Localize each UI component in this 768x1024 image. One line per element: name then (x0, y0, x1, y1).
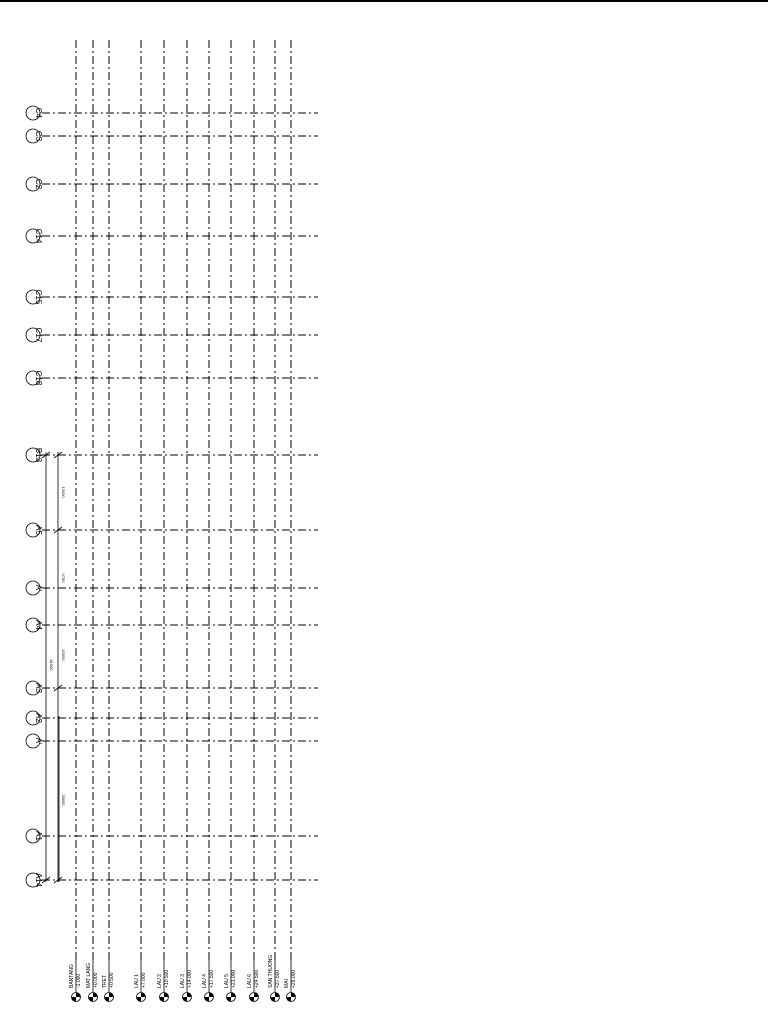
level-name: LAU 2 (157, 974, 163, 988)
grid-bubble (26, 371, 43, 386)
dimension-text: 25000 (61, 794, 66, 806)
grid-label: C15 (34, 289, 43, 305)
dimension-text: 9750 (61, 573, 66, 583)
grid-bubble (26, 829, 43, 843)
grid-label: B13 (34, 447, 43, 463)
level-elevation: -1.000 (76, 973, 82, 988)
level-name: SAN THUONG (268, 954, 274, 988)
grid-label: C17 (34, 327, 43, 343)
level-name: LAU 4 (202, 974, 208, 988)
dimension-text: 10000 (61, 649, 66, 661)
grid-label: A4 (34, 620, 43, 630)
grid-bubble (26, 711, 43, 725)
level-elevation: +7.000 (141, 972, 147, 988)
grid-bubble (26, 129, 43, 143)
level-elevation: +14.000 (187, 969, 193, 988)
level-elevation: +0.000 (93, 972, 99, 988)
level-name: MAT LANG (86, 962, 92, 988)
grid-label: C3 (34, 130, 43, 142)
level-elevation: +17.500 (209, 969, 215, 988)
grid-label: A5 (34, 525, 43, 535)
level-elevation: +29.000 (291, 969, 297, 988)
grid-bubble (26, 581, 43, 595)
grid-label: A' (34, 737, 43, 745)
level-name: BANTANG (69, 964, 75, 988)
level-elevation: +27.500 (275, 969, 281, 988)
grid-bubble (26, 618, 43, 632)
grid-bubble (26, 177, 43, 191)
level-name: LAU 5 (224, 974, 230, 988)
grid-bubble (26, 328, 43, 343)
grid-label: A2 (34, 713, 43, 723)
level-elevation: +24.500 (254, 969, 260, 988)
grid-bubble (26, 873, 43, 888)
grid-bubble (26, 290, 43, 305)
level-name: LAU 1 (134, 974, 140, 988)
level-name: MAI (284, 979, 290, 988)
grid-label: A3 (34, 683, 43, 693)
grid-label: C18 (34, 370, 43, 386)
level-name: LAU 6 (247, 974, 253, 988)
level-name: TRET (102, 974, 108, 988)
grid-label: A14 (34, 872, 43, 888)
grid-bubble (26, 229, 43, 244)
grid-label: C14 (34, 228, 43, 244)
grid-label: C2 (34, 178, 43, 190)
grid-bubble (26, 523, 43, 537)
grid-label: A' (34, 584, 43, 592)
grid-label: A1 (34, 831, 43, 841)
level-elevation: +10.500 (164, 969, 170, 988)
grid-bubble (26, 734, 43, 748)
grid-bubble (26, 681, 43, 695)
dimension-text: 13000 (61, 486, 66, 498)
level-elevation: +21.000 (231, 969, 237, 988)
grid-label: C4 (34, 107, 43, 119)
grid-bubble (26, 106, 43, 120)
grid-bubble (26, 448, 43, 463)
level-name: LAU 3 (180, 974, 186, 988)
level-elevation: +0.500 (109, 972, 115, 988)
dimension-text: 81500 (49, 659, 54, 671)
